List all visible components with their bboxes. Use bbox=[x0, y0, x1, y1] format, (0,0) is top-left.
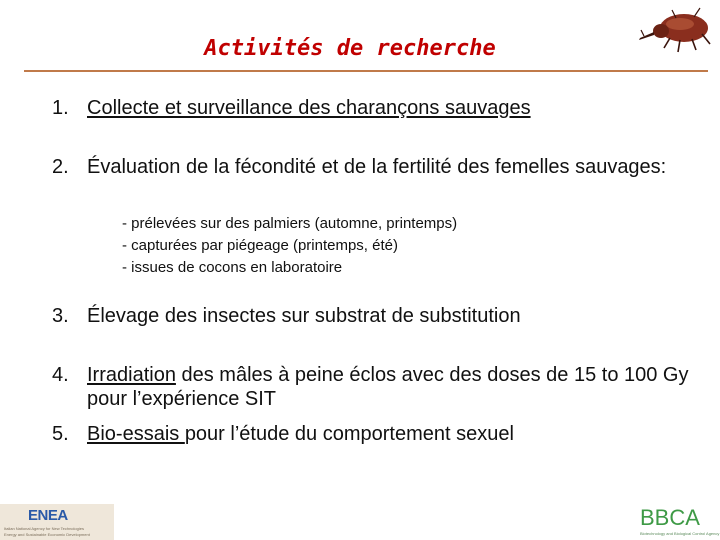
title-divider bbox=[24, 70, 708, 72]
underlined-term: Bio-essais bbox=[87, 423, 185, 445]
sublist-item: - issues de cocons en laboratoire bbox=[122, 259, 343, 276]
list-text-rest: des mâles à peine éclos avec des doses de 15 to 100 Gy pour l’expérience SIT bbox=[87, 364, 689, 410]
slide-title: Activités de recherche bbox=[204, 36, 496, 61]
sublist-item: - capturées par piégeage (printemps, été) bbox=[122, 237, 398, 254]
enea-logo-line: Italian National Agency for New Technologies bbox=[4, 526, 84, 531]
bbca-logo-tagline: Biotechnology and Biological Control Agency bbox=[640, 531, 720, 536]
list-number: 4. bbox=[52, 364, 69, 386]
list-text: Évaluation de la fécondité et de la fertilité des femelles sauvages: bbox=[87, 156, 667, 178]
list-number: 1. bbox=[52, 97, 69, 119]
underlined-term: Irradiation bbox=[87, 364, 176, 386]
enea-logo-line: Energy and Sustainable Economic Development bbox=[4, 532, 90, 537]
enea-logo bbox=[0, 504, 114, 540]
list-text bbox=[87, 422, 702, 446]
list-number: 2. bbox=[52, 156, 69, 178]
list-number: 3. bbox=[52, 305, 69, 327]
enea-logo-text: ENEA bbox=[28, 507, 68, 524]
list-text bbox=[87, 363, 702, 411]
sublist-item: - prélevées sur des palmiers (automne, printemps) bbox=[122, 215, 458, 232]
list-text: Élevage des insectes sur substrat de substitution bbox=[87, 305, 521, 327]
list-number: 5. bbox=[52, 423, 69, 445]
weevil-icon bbox=[636, 2, 718, 54]
sublist bbox=[122, 213, 457, 279]
bbca-logo-text: BBCA bbox=[640, 505, 700, 530]
bbca-logo bbox=[636, 503, 718, 539]
list-text: Collecte et surveillance des charançons sauvages bbox=[87, 97, 531, 119]
list-text-rest: pour l’étude du comportement sexuel bbox=[184, 423, 514, 445]
